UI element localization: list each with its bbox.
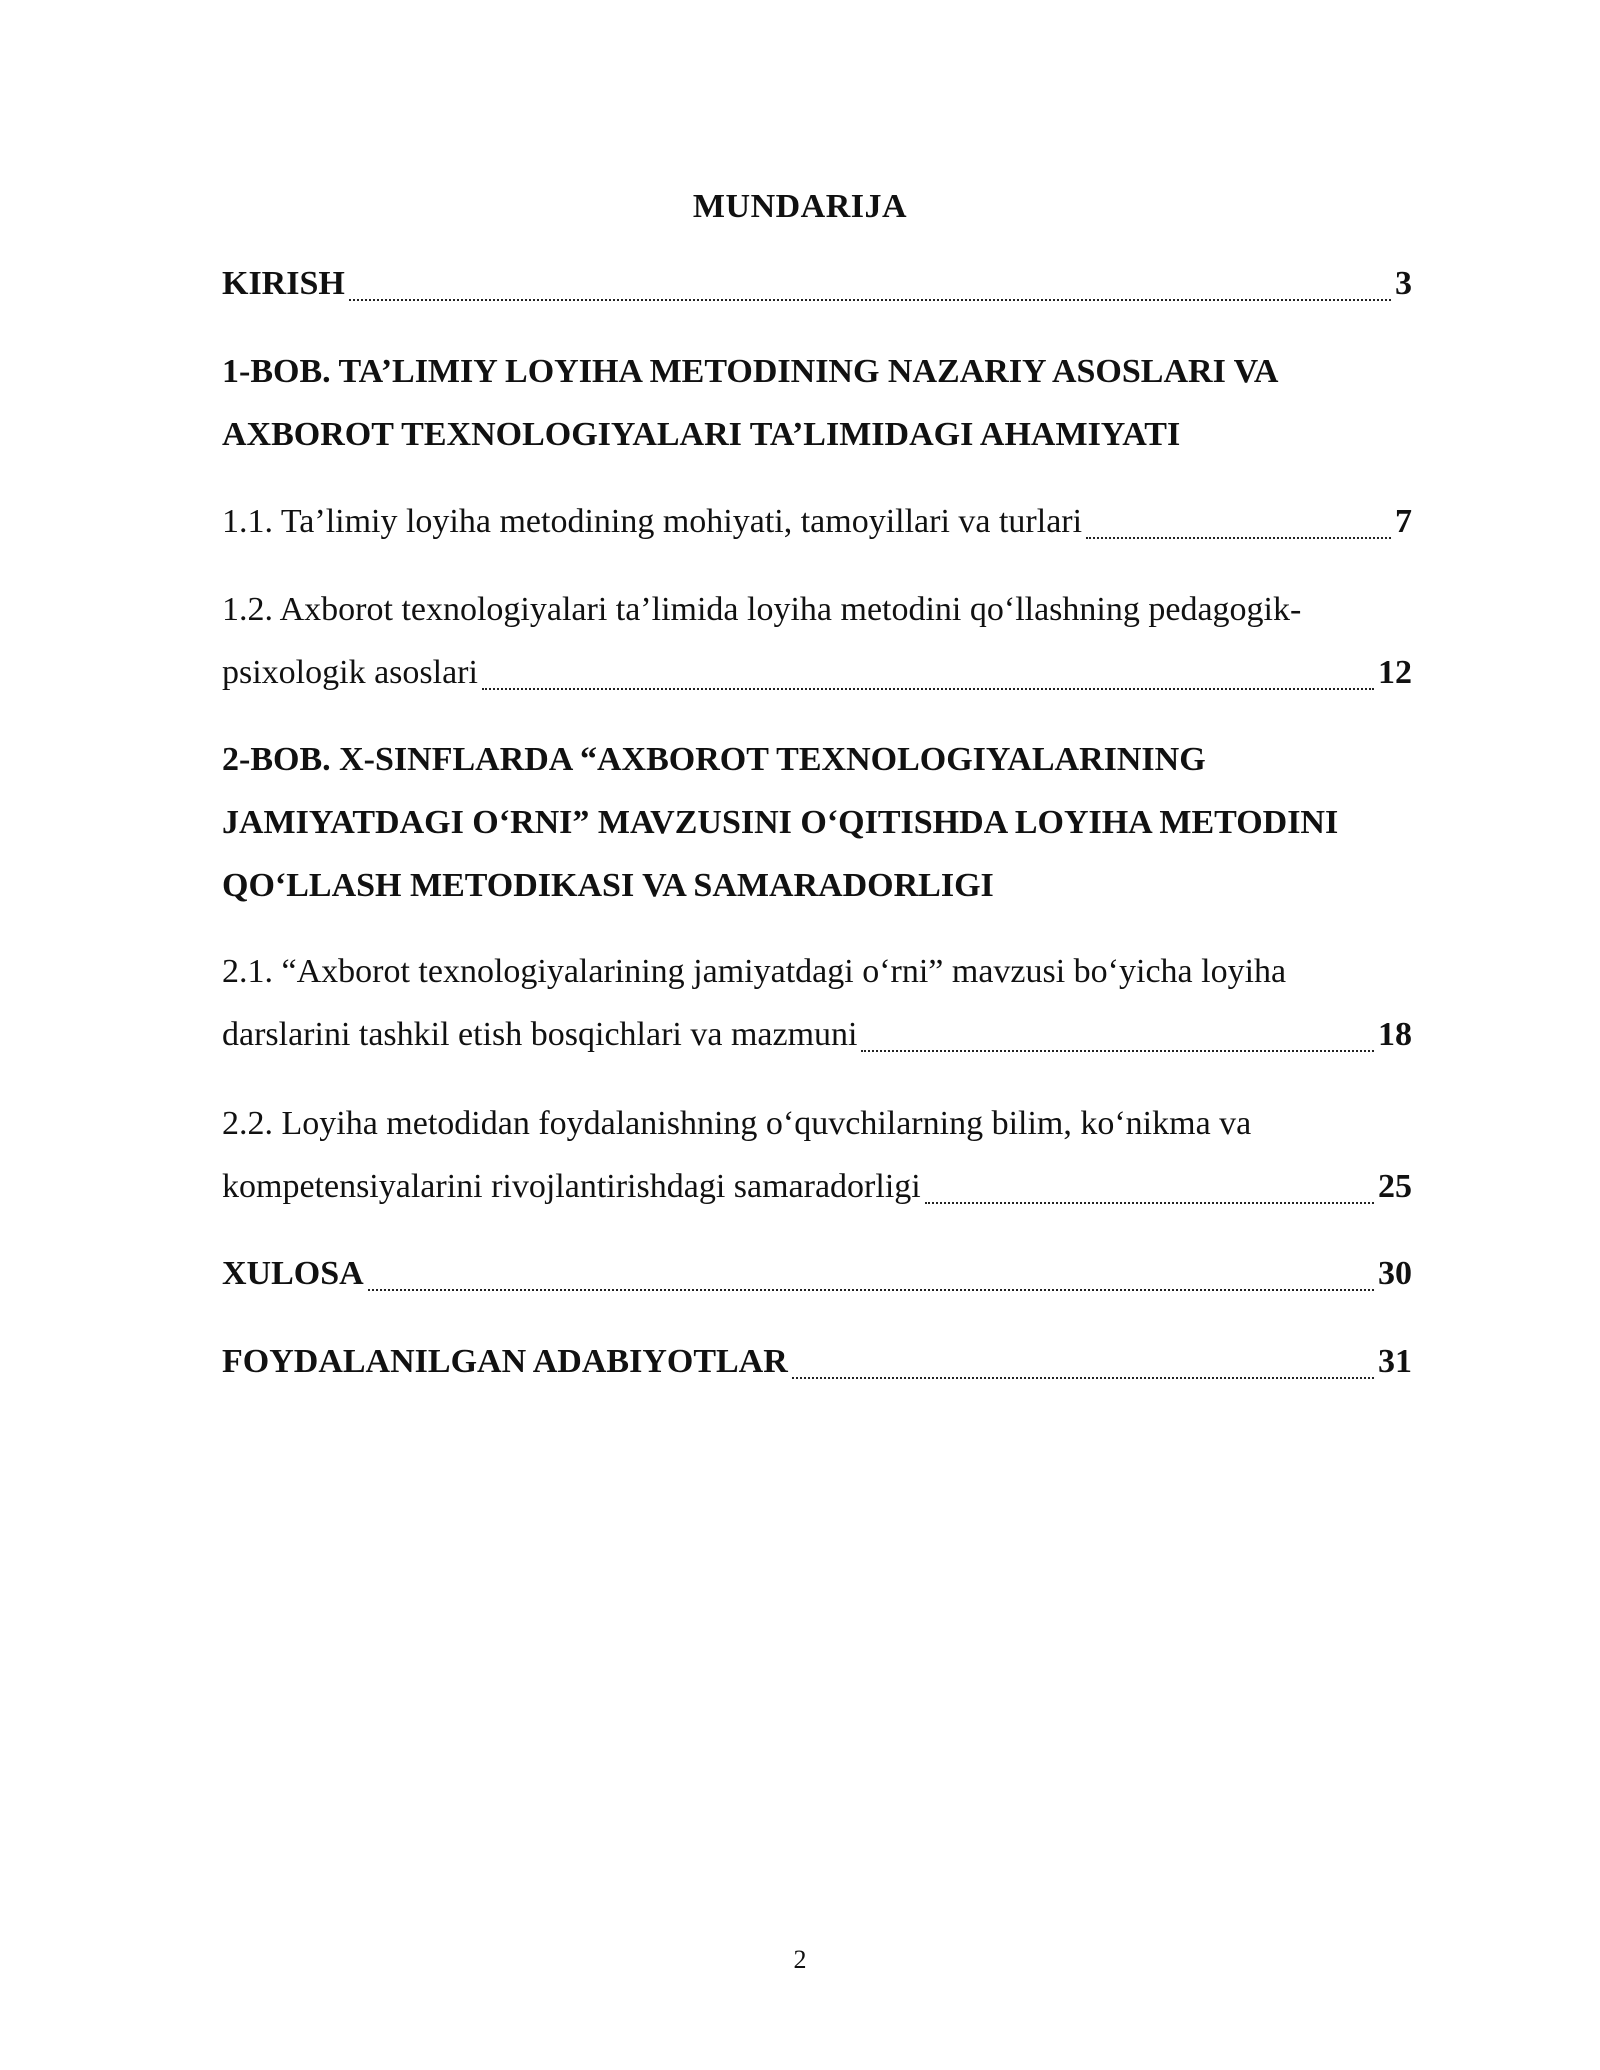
- toc-entry-2-2[interactable]: [222, 1092, 1412, 1218]
- toc-entry-label-continued: kompetensiyalarini rivojlantirishdagi samaradorligi: [222, 1168, 921, 1205]
- page-number: 2: [793, 1945, 807, 1974]
- chapter-heading-line: AXBOROT TEXNOLOGIYALARI TA’LIMIDAGI AHAMIYATI: [222, 416, 1181, 453]
- dot-leader: [482, 687, 1374, 690]
- chapter-heading-line: JAMIYATDAGI O‘RNI” MAVZUSINI O‘QITISHDA LOYIHA METODINI: [222, 804, 1339, 841]
- toc-page-number: 31: [1378, 1343, 1412, 1380]
- toc-page-number: 25: [1378, 1168, 1412, 1205]
- toc-entry-label: FOYDALANILGAN ADABIYOTLAR: [222, 1343, 788, 1380]
- dot-leader: [792, 1376, 1374, 1379]
- dot-leader: [925, 1201, 1374, 1204]
- chapter-heading-line: 1-BOB. TA’LIMIY LOYIHA METODINING NAZARIY ASOSLARI VA: [222, 353, 1279, 390]
- dot-leader: [1086, 536, 1391, 539]
- toc-chapter-1[interactable]: [222, 340, 1412, 466]
- toc-page-number: 3: [1395, 265, 1412, 302]
- toc-page-number: 30: [1378, 1255, 1412, 1292]
- toc-entry-label: 1.1. Ta’limiy loyiha metodining mohiyati, tamoyillari va turlari: [222, 503, 1083, 540]
- chapter-heading-line: QO‘LLASH METODIKASI VA SAMARADORLIGI: [222, 867, 994, 904]
- toc-entry-kirish[interactable]: [222, 252, 1412, 315]
- toc-entry-label: 1.2. Axborot texnologiyalari ta’limida loyiha metodini qo‘llashning pedagogik-: [222, 591, 1302, 628]
- toc-entry-label-continued: psixologik asoslari: [222, 654, 478, 691]
- dot-leader: [349, 298, 1391, 301]
- toc-page-number: 12: [1378, 654, 1412, 691]
- toc-entry-xulosa[interactable]: [222, 1242, 1412, 1305]
- toc-entry-1-1[interactable]: [222, 490, 1412, 553]
- toc-chapter-2[interactable]: [222, 728, 1412, 917]
- toc-entry-label: XULOSA: [222, 1255, 364, 1292]
- chapter-heading-line: 2-BOB. X-SINFLARDA “AXBOROT TEXNOLOGIYALARINING: [222, 741, 1206, 778]
- toc-entry-label: 2.2. Loyiha metodidan foydalanishning o‘quvchilarning bilim, ko‘nikma va: [222, 1105, 1252, 1142]
- toc-page-number: 18: [1378, 1016, 1412, 1053]
- toc-title: MUNDARIJA: [692, 188, 908, 225]
- toc-page-number: 7: [1395, 503, 1412, 540]
- toc-entry-label-continued: darslarini tashkil etish bosqichlari va mazmuni: [222, 1016, 858, 1053]
- toc-entry-adabiyotlar[interactable]: [222, 1330, 1412, 1393]
- toc-entry-1-2[interactable]: [222, 578, 1412, 704]
- toc-entry-label: 2.1. “Axborot texnologiyalarining jamiyatdagi o‘rni” mavzusi bo‘yicha loyiha: [222, 953, 1287, 990]
- toc-entry-label: KIRISH: [222, 265, 345, 302]
- dot-leader: [861, 1049, 1374, 1052]
- dot-leader: [368, 1288, 1374, 1291]
- toc-entry-2-1[interactable]: [222, 940, 1412, 1066]
